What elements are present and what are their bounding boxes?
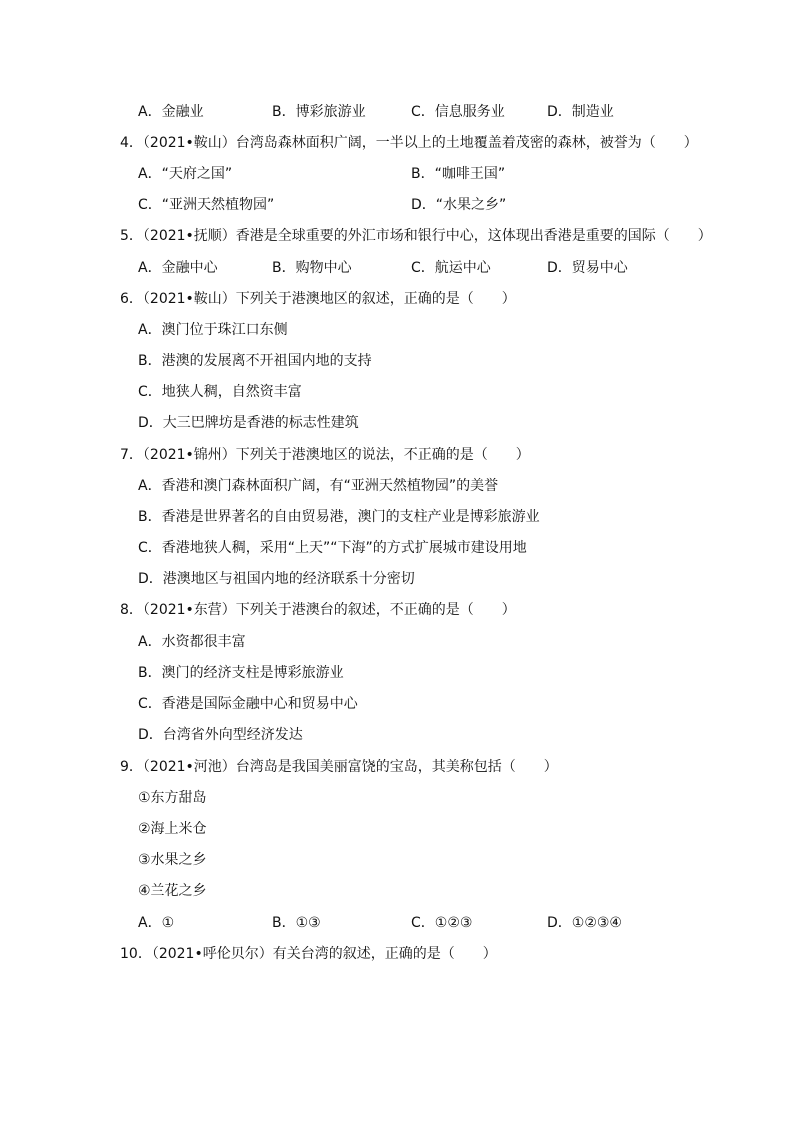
q8-option-a: A．水资都很丰富 — [138, 634, 246, 650]
q5-option-c: C．航运中心 — [411, 260, 491, 276]
q8-option-c: C．香港是国际金融中心和贸易中心 — [138, 696, 358, 712]
q7-option-a: A．香港和澳门森林面积广阔，有“亚洲天然植物园”的美誉 — [138, 478, 499, 494]
q3-option-c: C．信息服务业 — [411, 104, 505, 120]
q3-option-a: A．金融业 — [138, 104, 204, 120]
q3-option-b: B．博彩旅游业 — [272, 104, 366, 120]
q6-option-b: B．港澳的发展离不开祖国内地的支持 — [138, 353, 372, 369]
q9-option-c: C．①②③ — [411, 915, 473, 931]
q5-option-b: B．购物中心 — [272, 260, 352, 276]
q4-option-c: C．“亚洲天然植物园” — [138, 197, 275, 213]
q8-stem: 8．（2021•东营）下列关于港澳台的叙述，不正确的是（ ） — [120, 602, 516, 618]
q4-option-b: B．“咖啡王国” — [411, 166, 506, 182]
q7-option-b: B．香港是世界著名的自由贸易港，澳门的支柱产业是博彩旅游业 — [138, 509, 540, 525]
q6-stem: 6．（2021•鞍山）下列关于港澳地区的叙述，正确的是（ ） — [120, 291, 516, 307]
q4-stem: 4．（2021•鞍山）台湾岛森林面积广阔，一半以上的土地覆盖着茂密的森林，被誉为（ ） — [120, 135, 698, 151]
q7-stem: 7．（2021•锦州）下列关于港澳地区的说法，不正确的是（ ） — [120, 447, 530, 463]
q9-stem: 9．（2021•河池）台湾岛是我国美丽富饶的宝岛，其美称包括（ ） — [120, 759, 558, 775]
q5-option-d: D．贸易中心 — [547, 260, 628, 276]
q6-option-c: C．地狭人稠，自然资丰富 — [138, 384, 302, 400]
q9-item-4: ④兰花之乡 — [138, 883, 207, 899]
q9-option-d: D．①②③④ — [547, 915, 622, 931]
q7-option-c: C．香港地狭人稠，采用“上天”“下海”的方式扩展城市建设用地 — [138, 540, 527, 556]
q8-option-b: B．澳门的经济支柱是博彩旅游业 — [138, 665, 344, 681]
q5-option-a: A．金融中心 — [138, 260, 218, 276]
q9-item-3: ③水果之乡 — [138, 852, 207, 868]
q9-item-2: ②海上米仓 — [138, 821, 207, 837]
q9-option-a: A．① — [138, 915, 175, 931]
q5-stem: 5．（2021•抚顺）香港是全球重要的外汇市场和银行中心，这体现出香港是重要的国际（ ） — [120, 228, 712, 244]
q6-option-d: D．大三巴牌坊是香港的标志性建筑 — [138, 415, 359, 431]
q9-item-1: ①东方甜岛 — [138, 790, 207, 806]
q8-option-d: D．台湾省外向型经济发达 — [138, 727, 303, 743]
q3-option-d: D．制造业 — [547, 104, 614, 120]
q10-stem: 10．（2021•呼伦贝尔）有关台湾的叙述，正确的是（ ） — [120, 946, 497, 962]
q9-option-b: B．①③ — [272, 915, 321, 931]
q7-option-d: D．港澳地区与祖国内地的经济联系十分密切 — [138, 571, 415, 587]
q4-option-d: D．“水果之乡” — [411, 197, 507, 213]
q6-option-a: A．澳门位于珠江口东侧 — [138, 322, 288, 338]
q4-option-a: A．“天府之国” — [138, 166, 233, 182]
